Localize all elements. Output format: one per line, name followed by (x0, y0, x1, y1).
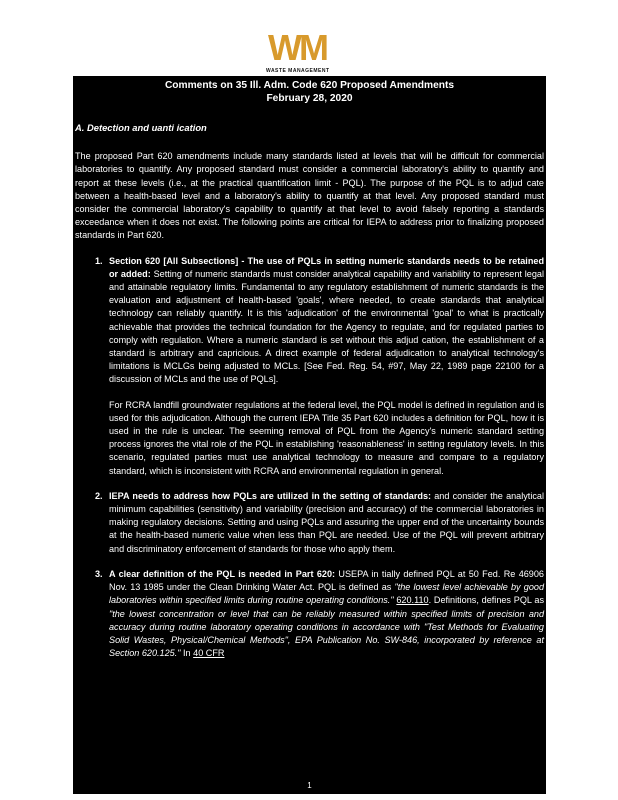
item-number: 1. (95, 255, 103, 266)
document-date: February 28, 2020 (266, 93, 353, 104)
list-item (75, 490, 544, 556)
item-body-a: USEPA in tially defined PQL at 50 Fed. Re 46906 Nov. 13 1985 under the Clean Drinking Water Act. PQL is defined as (109, 568, 544, 593)
item-paragraph (109, 568, 544, 660)
item-paragraph-2: For RCRA landfill groundwater regulations at the federal level, the PQL model is defined in regulation and is used for this adjudication. Although the current IEPA Title 35 Part 620 includes a definition for PQL, how it is used in the rule is unclear. The seeming removal of PQL from the Agency's numeric standard setting process ignores the vital role of the PQL in establishing 'reasonableness' in setting regulatory levels. In this scenario, regulated parties must use analytical technology to measure and compare to a regulatory standard, which is inconsistent with RCRA and environmental regulation in general. (109, 399, 544, 476)
item-number: 3. (95, 568, 103, 579)
cfr-reference-link[interactable]: 40 CFR (193, 648, 225, 659)
item-lead: Section 620 [All Subsections] - The use of PQLs in setting numeric standards needs to be retained or added: (109, 255, 544, 279)
item-body: Setting of numeric standards must consider analytical capability and variability to represent legal and attainable regulatory limits. Fundamental to any regulatory establishment of numeric standards is the evaluation and adjustment of health-based 'goals', where needed, to create standards that analytical technology can reliably quantify. It is this 'adjudication' of the environmental 'goal' to what is practically achievable that provides the technical foundation for the Agency to regulate, and for regulated parties to comply with regulation. Where a numeric standard is set without this adjud cation, the establishment of a standard is arbitrary and capricious. A direct example of federal adjudication to analytical technology's limitations is MCLGs being adjusted to MCLs. [See Fed. Reg. 54, #97, May 22, 1989 page 22100 for a discussion of MCLs and the use of PQLs]. (109, 268, 544, 385)
section-reference-link[interactable]: 620.110 (396, 595, 429, 606)
item-body-c: In (180, 648, 194, 659)
item-body: and consider the analytical minimum capabilities (sensitivity) and variability (precision and accuracy) of the commercial laboratories in making regulatory decisions. Setting and using PQLs and assuring the upper end of the uncertainty bounds at the health-based numeric value when less than PQL are needed. Use of the PQL will prevent arbitrary and discriminatory enforcement of standards for those who apply them. (109, 490, 544, 554)
list-item (75, 255, 544, 478)
page-number: 1 (307, 780, 312, 790)
document-title: Comments on 35 Ill. Adm. Code 620 Proposed Amendments (164, 80, 455, 91)
logo-mark: WM (268, 27, 326, 68)
logo-subtitle: WASTE MANAGEMENT (266, 68, 330, 74)
item-number: 2. (95, 490, 103, 501)
comment-list (75, 255, 544, 661)
section-heading: A. Detection and uanti ication (75, 122, 207, 133)
item-paragraph (109, 255, 544, 387)
pql-definition-quote: "the lowest concentration or level that can be reliably measured within specified limits of precision and accuracy during routine laboratory operating conditions in accordance with "Test Methods for Evaluating Solid Wastes, Physical/Chemical Methods", EPA Publication No. SW-846, incorporated by reference at Section 620.125." (109, 608, 544, 659)
list-item (75, 568, 544, 660)
item-lead: A clear definition of the PQL is needed in Part 620: (109, 568, 336, 579)
waste-management-logo (262, 27, 372, 74)
pql-quote: "the lowest level achievable by good laboratories within specified limits during routine operating conditions." (109, 582, 544, 606)
item-lead: IEPA needs to address how PQLs are utilized in the setting of standards: (109, 490, 432, 501)
item-paragraph (109, 490, 544, 556)
document-body (73, 76, 546, 794)
item-body-b: . Definitions, defines PQL as (428, 595, 545, 606)
intro-paragraph: The proposed Part 620 amendments include many standards listed at levels that will be difficult for commercial laboratories to quantify. Any proposed standard must consider a commercial laboratory's ability to quantify and report at these levels (i.e., at the practical quantification limit - PQL). The purpose of the PQL is to adjud cate between a health-based level and a laboratory's ability to quantify at that level. Any proposed standard must consider the commercial laboratory's capability to quantify at that level to avoid falsely reporting a standards exceedance when it does not exist. The following points are critical for IEPA to address prior to finalizing proposed standards in Part 620. (75, 151, 544, 241)
